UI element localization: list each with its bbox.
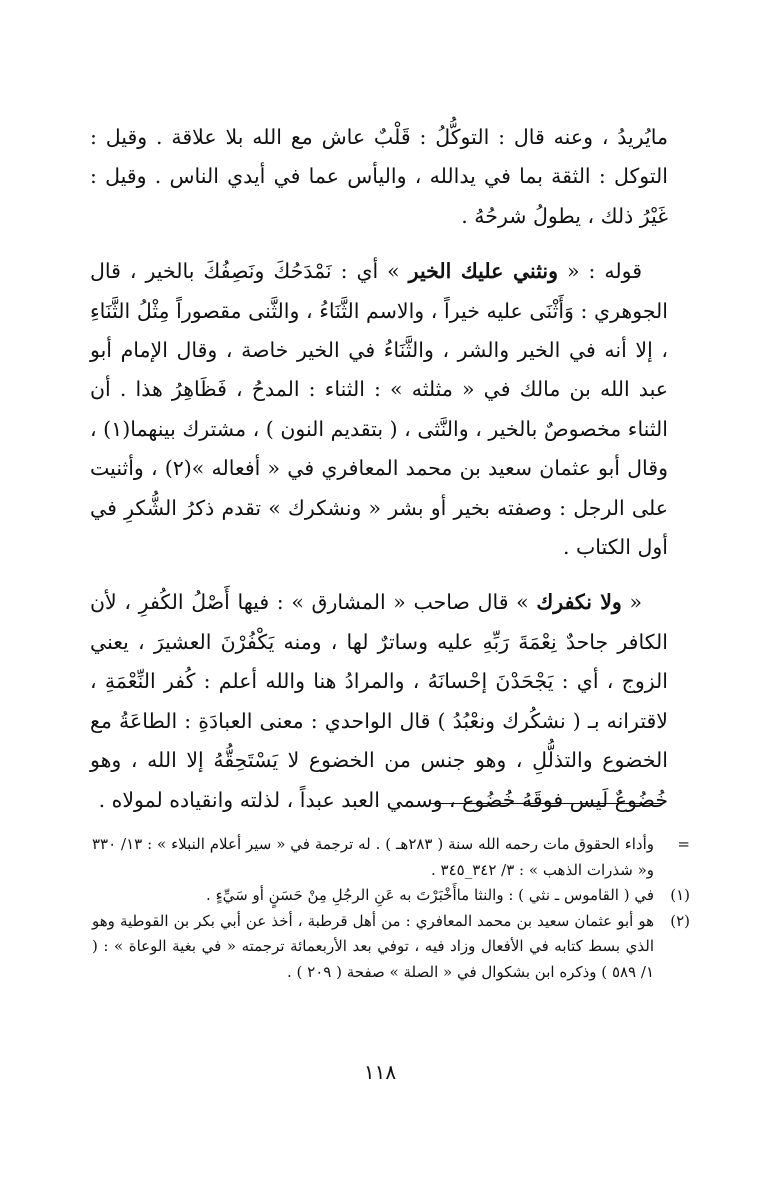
main-text (90, 118, 668, 820)
paragraph-3-lead: « (621, 590, 643, 615)
footnote-text: في ( القاموس ـ نثي ) : والنثا ماأَخْبَرْتَ به عَنِ الرجُلِ مِنْ حَسَنٍ أو سَيِّءٍ . (206, 886, 654, 904)
paragraph-3-body: » قال صاحب « المشارق » : فيها أَصْلُ الكُفرِ ، لأن الكافر جاحدٌ نِعْمَةَ رَبِّهِ عليه وساترٌ لها ، ومنه يَكْفُرْنَ العشيرَ ، يعني الزوج ، أي : يَجْحَدْنَ إحْسانَهُ ، والمرادُ هنا والله أعلم : كُفر النِّعْمَةِ ، لاقترانه بـ ( نشكُرك ونعْبُدُ ) قال الواحدي : معنى العبادَةِ : الطاعَةُ مع الخضوع والتذلُّلِ ، وهو جنس من الخضوع لا يَسْتَحِقُّهُ إلا الله ، وهو خُضُوعٌ لَيس فوقَهُ خُضُوع ، وسمي العبد عبداً ، لذلته وانقياده لمولاه . (90, 590, 668, 812)
footnote-divider (430, 803, 662, 804)
footnote-continuation (92, 832, 690, 883)
paragraph-2-body: » أي : نَمْدَحُكَ ونَصِفُكَ بالخير ، قال الجوهري : وَأَثْنَى عليه خيراً ، والاسم الثَّنَاءُ ، والثَّنى مقصوراً مِثْلُ الثَّنَاءِ ، إلا أنه في الخير والشر ، والثَّنَاءُ في الخير خاصة ، وقال الإمام أبو عبد الله بن مالك في « مثلثه » : الثناء : المدحُ ، فَظَاهِرُ هذا . أن الثناء مخصوصٌ بالخير ، والنَّثى ، ( بتقديم النون ) ، مشترك بينهما(١) ، وقال أبو عثمان سعيد بن محمد المعافري في « أفعاله »(٢) ، وأثنيت على الرجل : وصفته بخير أو بشر « ونشكرك » تقدم ذكرُ الشُّكرِ في أول الكتاب . (90, 259, 668, 560)
page-number: ١١٨ (363, 1060, 397, 1084)
footnote-text: وأداء الحقوق مات رحمه الله سنة ( ٢٨٣هـ ) . له ترجمة في « سير أعلام النبلاء » : ١٣/ ٣٣٠ و« شذرات الذهب » : ٣/ ٣٤٢_٣٤٥ . (92, 835, 655, 879)
footnote-2 (92, 909, 690, 986)
paragraph-2 (90, 252, 668, 567)
footnotes (92, 832, 690, 985)
paragraph-1: مايُريدُ ، وعنه قال : التوكُّلُ : قَلْبٌ عاش مع الله بلا علاقة . وقيل : التوكل : الثقة بما في يدالله ، واليأس عما في أيدي الناس . وقيل : غَيْرُ ذلك ، يطولُ شرحُهُ . (90, 125, 668, 228)
footnote-1 (92, 883, 690, 909)
paragraph-2-heading: ونثني عليك الخير (408, 259, 559, 284)
paragraph-3 (90, 583, 668, 819)
footnote-mark: (٢) (670, 911, 690, 930)
paragraph-3-heading: ولا نكفرك (536, 590, 622, 615)
footnote-mark: = (677, 835, 690, 853)
footnote-mark: (١) (670, 886, 690, 904)
paragraph-2-lead: قوله : « (558, 259, 643, 284)
footnote-text: هو أبو عثمان سعيد بن محمد المعافري : من أهل قرطبة ، أخذ عن أبي بكر بن القوطية وهو الذي بسط كتابه في الأفعال وزاد فيه ، توفي بعد الأربعمائة ترجمته « في بغية الوعاة » : ( ١/ ٥٨٩ ) وذكره ابن بشكوال في « الصلة » صفحة ( ٢٠٩ ) . (92, 911, 654, 981)
